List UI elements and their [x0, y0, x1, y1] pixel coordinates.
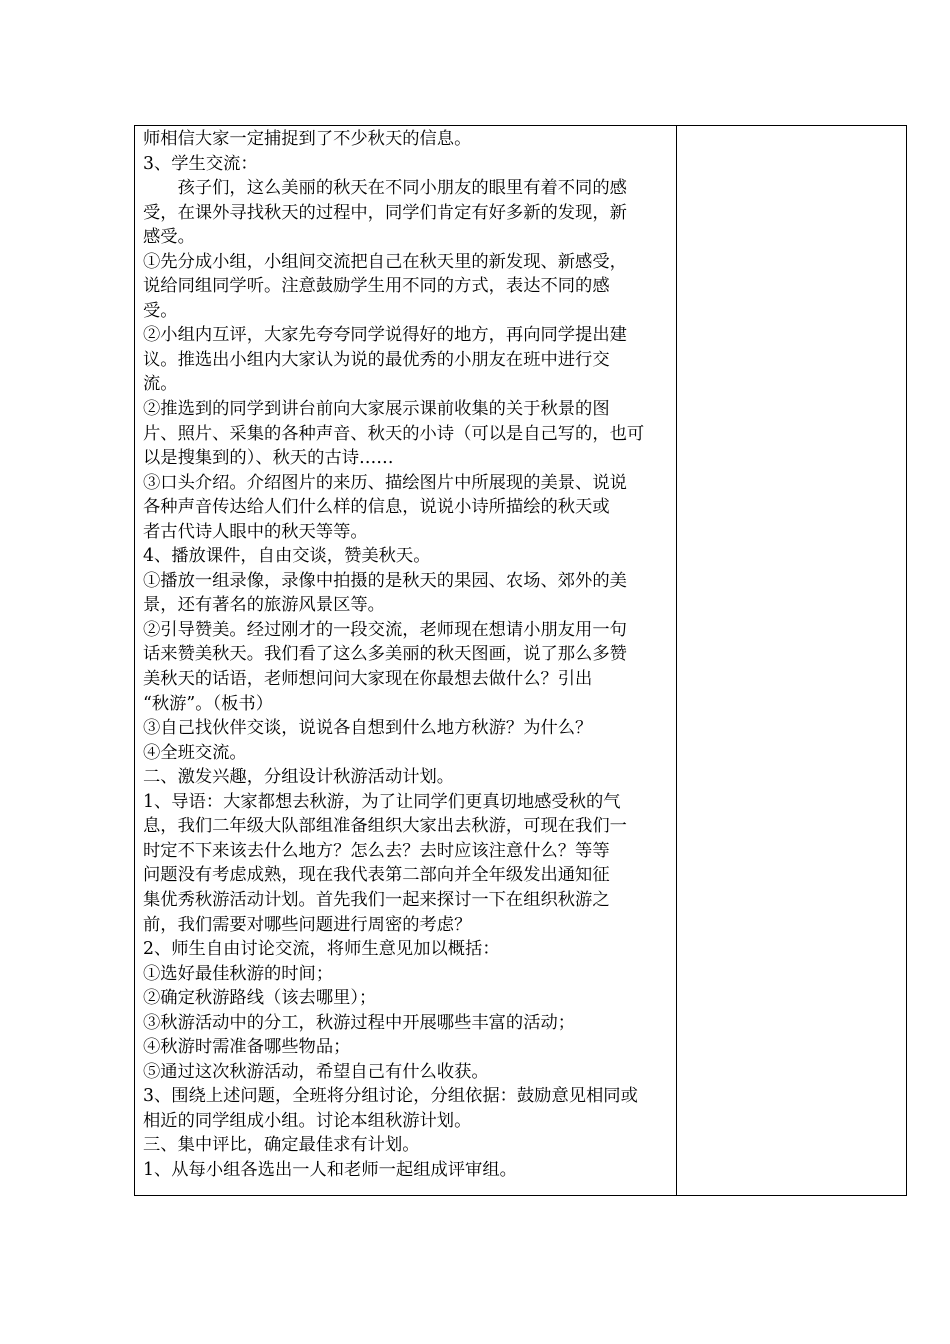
text-line: ③自己找伙伴交谈，说说各自想到什么地方秋游？为什么？ [143, 718, 593, 739]
text-line: ①先分成小组，小组间交流把自己在秋天里的新发现、新感受， [143, 251, 627, 272]
text-line: 3、围绕上述问题，全班将分组讨论，分组依据：鼓励意见相同或 [143, 1086, 638, 1107]
text-line: 议。推选出小组内大家认为说的最优秀的小朋友在班中进行交 [143, 349, 610, 370]
text-line: 各种声音传达给人们什么样的信息，说说小诗所描绘的秋天或 [143, 497, 610, 518]
text-line: 说给同组同学听。注意鼓励学生用不同的方式，表达不同的感 [143, 276, 610, 297]
text-line: 4、播放课件，自由交谈，赞美秋天。 [143, 546, 431, 567]
text-line: 三、集中评比，确定最佳求有计划。 [143, 1135, 420, 1156]
text-line: 3、学生交流： [143, 153, 258, 174]
text-line: ②小组内互评，大家先夸夸同学说得好的地方，再向同学提出建 [143, 325, 627, 346]
text-line: 二、激发兴趣，分组设计秋游活动计划。 [143, 767, 455, 788]
notes-cell [677, 126, 906, 1195]
text-line: ④秋游时需准备哪些物品； [143, 1037, 351, 1058]
text-line: 片、照片、采集的各种声音、秋天的小诗（可以是自己写的，也可 [143, 423, 645, 444]
text-line: 问题没有考虑成熟，现在我代表第二部向并全年级发出通知征 [143, 865, 610, 886]
text-line: 景，还有著名的旅游风景区等。 [143, 595, 385, 616]
text-line: ④全班交流。 [143, 742, 247, 763]
text-line: 前，我们需要对哪些问题进行周密的考虑？ [143, 914, 472, 935]
text-line: 流。 [143, 374, 178, 395]
text-line: 集优秀秋游活动计划。首先我们一起来探讨一下在组织秋游之 [143, 889, 610, 910]
lesson-content-cell [135, 126, 677, 1195]
text-line: ②确定秋游路线（该去哪里）； [143, 988, 377, 1009]
text-line: 感受。 [143, 227, 195, 248]
text-line: 孩子们，这么美丽的秋天在不同小朋友的眼里有着不同的感 [143, 178, 627, 199]
text-line: 受。 [143, 300, 178, 321]
text-line: ③秋游活动中的分工，秋游过程中开展哪些丰富的活动； [143, 1012, 576, 1033]
text-line: 1、从每小组各选出一人和老师一起组成评审组。 [143, 1159, 517, 1180]
text-line: 相近的同学组成小组。讨论本组秋游计划。 [143, 1110, 472, 1131]
text-line: 美秋天的话语，老师想问问大家现在你最想去做什么？引出 [143, 669, 593, 690]
text-line: ②推选到的同学到讲台前向大家展示课前收集的关于秋景的图 [143, 399, 610, 420]
text-line: 1、导语：大家都想去秋游，为了让同学们更真切地感受秋的气 [143, 791, 621, 812]
text-line: “秋游”。（板书） [143, 693, 273, 714]
text-line: ①播放一组录像，录像中拍摄的是秋天的果园、农场、郊外的美 [143, 570, 627, 591]
text-line: 者古代诗人眼中的秋天等等。 [143, 521, 368, 542]
text-line: 师相信大家一定捕捉到了不少秋天的信息。 [143, 129, 472, 149]
text-line: 2、师生自由讨论交流，将师生意见加以概括： [143, 939, 500, 960]
text-line: 息，我们二年级大队部组准备组织大家出去秋游，可现在我们一 [143, 816, 627, 837]
text-line: ①选好最佳秋游的时间； [143, 963, 334, 984]
text-line: ⑤通过这次秋游活动，希望自己有什么收获。 [143, 1061, 489, 1082]
text-line: 以是搜集到的）、秋天的古诗…… [143, 448, 394, 469]
text-line: ②引导赞美。经过刚才的一段交流，老师现在想请小朋友用一句 [143, 619, 627, 640]
text-line: 话来赞美秋天。我们看了这么多美丽的秋天图画，说了那么多赞 [143, 644, 627, 665]
text-line: 受，在课外寻找秋天的过程中，同学们肯定有好多新的发现，新 [143, 202, 627, 223]
text-line: ③口头介绍。介绍图片的来历、描绘图片中所展现的美景、说说 [143, 472, 627, 493]
text-line: 时定不下来该去什么地方？怎么去？去时应该注意什么？等等 [143, 840, 610, 861]
lesson-plan-table [134, 125, 907, 1196]
